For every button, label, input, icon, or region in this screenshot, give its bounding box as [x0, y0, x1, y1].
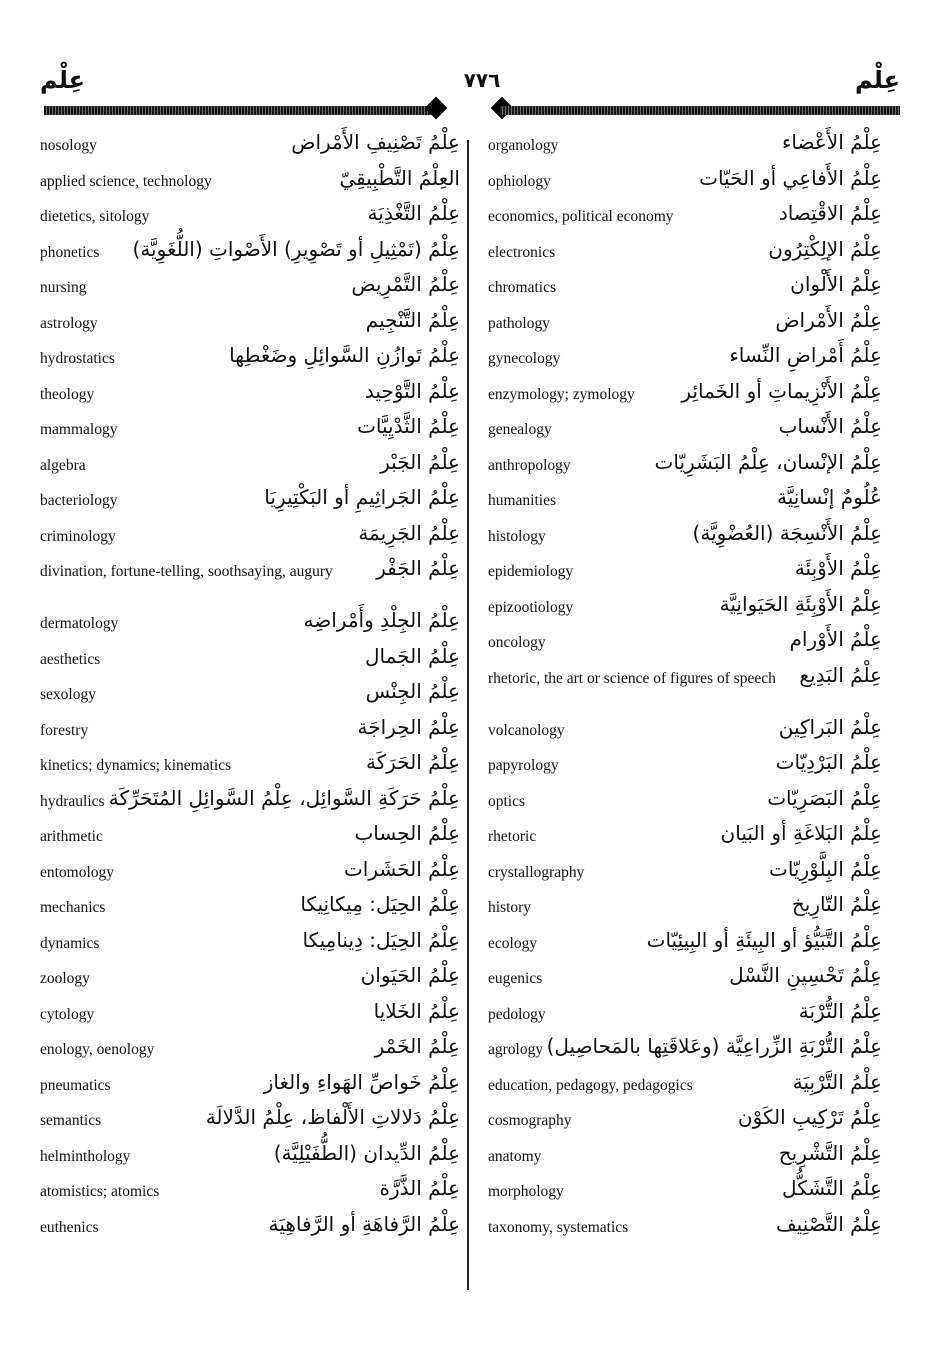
english-term: genealogy — [488, 421, 552, 438]
dictionary-entry — [488, 1032, 882, 1068]
dictionary-entry — [40, 819, 460, 855]
arabic-term: عِلْمُ البَلاغَةِ أو البَيان — [720, 821, 882, 845]
english-term: cosmography — [488, 1112, 572, 1129]
dictionary-entry — [488, 341, 882, 377]
english-term: astrology — [40, 314, 98, 332]
english-term: dietetics, sitology — [40, 208, 150, 225]
dictionary-entry — [40, 448, 460, 484]
arabic-term: عِلْمُ الحَيَوان — [360, 963, 460, 987]
arabic-term: عِلْمُ (تَمْثِيلِ أو تَصْوِيرِ) الأَصْواتِ (اللُّغَوِيَّة) — [132, 236, 460, 261]
header-left-word: عِلْم — [40, 66, 86, 94]
dictionary-entry — [488, 961, 882, 997]
dictionary-entry — [40, 1068, 460, 1104]
dictionary-entry — [488, 590, 882, 626]
arabic-term: عِلْمُ الأَنْساب — [778, 414, 882, 438]
arabic-term: عِلْمُ الدِّيدان (الطُّفَيْلِيَّة) — [273, 1140, 460, 1165]
english-term: nosology — [40, 137, 97, 154]
english-term: ecology — [488, 934, 538, 952]
arabic-term: عِلْمُ الحِيَل: دِينامِيكا — [302, 927, 460, 952]
dictionary-entry — [488, 926, 882, 962]
dictionary-entry — [488, 199, 882, 235]
dictionary-entry — [40, 1103, 460, 1139]
dictionary-entry — [40, 1174, 460, 1210]
dictionary-entry — [488, 519, 882, 555]
header-rule-right — [500, 106, 900, 115]
arabic-term: عِلْمُ الأَلْوان — [790, 272, 882, 296]
english-term: rhetoric, the art or science of figures of speech — [488, 669, 776, 687]
arabic-term: عِلْمُ التَّشْرِيح — [778, 1140, 882, 1165]
english-term: economics, political economy — [488, 208, 674, 225]
dictionary-entry — [488, 1174, 882, 1210]
arabic-term: عِلْمُ الجَرِيمَة — [358, 520, 460, 545]
dictionary-entry — [488, 1210, 882, 1246]
english-term: pathology — [488, 314, 550, 332]
dictionary-entry — [488, 412, 882, 448]
dictionary-entry — [488, 890, 882, 926]
english-term: morphology — [488, 1183, 564, 1200]
arabic-term: عِلْمُ أَمْراضِ النِّساء — [729, 343, 882, 367]
arabic-term: عِلْمُ التَّشَكُّل — [782, 1176, 882, 1200]
dictionary-entry — [488, 235, 882, 271]
arabic-term: عِلْمُ دَلالاتِ الأَلْفاظ، عِلْمُ الدَّلالَة — [205, 1105, 460, 1129]
arabic-term: عُلُومٌ إنْسانِيَّة — [776, 485, 882, 509]
english-term: gynecology — [488, 350, 561, 367]
arabic-term: عِلْمُ البَدِيع — [799, 662, 882, 687]
english-term: pneumatics — [40, 1076, 111, 1094]
english-term: optics — [488, 792, 526, 810]
dictionary-entry — [40, 128, 460, 164]
arabic-term: عِلْمُ التُّرْبَةِ الزِّراعِيَّة (وعَلاقَتِها بالمَحاصِيل) — [546, 1034, 882, 1058]
arabic-term: عِلْمُ الاقْتِصاد — [778, 201, 882, 225]
english-term: euthenics — [40, 1218, 99, 1236]
english-term: entomology — [40, 863, 115, 881]
arabic-term: عِلْمُ الحَشَرات — [343, 856, 460, 881]
dictionary-entry — [488, 128, 882, 164]
dictionary-entry — [40, 1210, 460, 1246]
english-term: cytology — [40, 1005, 95, 1023]
dictionary-entry — [40, 235, 460, 271]
dictionary-entry — [40, 483, 460, 519]
right-column — [488, 128, 882, 1245]
dictionary-entry — [40, 270, 460, 306]
arabic-term: عِلْمُ تَصْنِيفِ الأَمْراض — [291, 130, 460, 154]
english-term: phonetics — [40, 243, 100, 261]
english-term: sexology — [40, 686, 96, 703]
dictionary-entry — [488, 270, 882, 306]
dictionary-entry — [488, 554, 882, 590]
arabic-term: عِلْمُ خَواصِّ الهَواءِ والغاز — [263, 1069, 460, 1094]
arabic-term: عِلْمُ حَرَكَةِ السَّوائِل، عِلْمُ السَّوائِلِ المُتَحَرِّكَة — [108, 785, 460, 810]
dictionary-entry — [40, 412, 460, 448]
english-term: oncology — [488, 634, 546, 651]
english-term: mammalogy — [40, 421, 118, 438]
dictionary-entry — [488, 1103, 882, 1139]
english-term: electronics — [488, 243, 556, 261]
english-term: divination, fortune-telling, soothsaying, augury — [40, 563, 333, 580]
arabic-term: عِلْمُ الخَمْر — [374, 1034, 460, 1058]
dictionary-entry — [40, 554, 460, 606]
english-term: algebra — [40, 456, 86, 474]
dictionary-entry — [40, 199, 460, 235]
dictionary-entry — [488, 625, 882, 661]
english-term: dermatology — [40, 615, 119, 632]
english-term: crystallography — [488, 863, 585, 881]
page-number: ٧٧٦ — [463, 68, 501, 92]
dictionary-entry — [40, 1139, 460, 1175]
dictionary-entry — [40, 961, 460, 997]
arabic-term: عِلْمُ الجِلْدِ وأَمْراضِه — [303, 608, 460, 632]
arabic-term: عِلْمُ الجَبْر — [380, 449, 460, 474]
arabic-term: عِلْمُ التَّنْجِيم — [365, 307, 460, 332]
english-term: mechanics — [40, 899, 106, 916]
arabic-term: عِلْمُ التّارِيخ — [791, 892, 882, 916]
arabic-term: عِلْمُ الأَوْبِئَة — [794, 556, 882, 580]
dictionary-entry — [40, 377, 460, 413]
dictionary-entry — [40, 713, 460, 749]
english-term: history — [488, 899, 532, 916]
dictionary-entry — [40, 1032, 460, 1068]
english-term: criminology — [40, 527, 116, 545]
english-term: ophiology — [488, 172, 551, 190]
arabic-term: عِلْمُ تَوازُنِ السَّوائِلِ وضَغْطِها — [229, 343, 460, 367]
english-term: histology — [488, 527, 546, 545]
english-term: zoology — [40, 970, 90, 987]
english-term: taxonomy, systematics — [488, 1218, 629, 1236]
english-term: pedology — [488, 1005, 546, 1023]
arabic-term: عِلْمُ الأَعْضاء — [782, 130, 882, 154]
arabic-term: عِلْمُ البَراكِين — [778, 714, 882, 739]
arabic-term: عِلْمُ البَرْدِيّات — [775, 750, 882, 774]
dictionary-entry — [40, 855, 460, 891]
english-term: dynamics — [40, 934, 100, 952]
dictionary-entry — [40, 890, 460, 926]
english-term: papyrology — [488, 757, 559, 774]
arabic-term: عِلْمُ الرَّفاهَةِ أو الرَّفاهِيَة — [268, 1211, 460, 1236]
dictionary-entry — [488, 164, 882, 200]
arabic-term: عِلْمُ البَصَرِيّات — [767, 785, 882, 810]
english-term: aesthetics — [40, 650, 101, 668]
arabic-term: عِلْمُ الإنْسان، عِلْمُ البَشَرِيّات — [654, 449, 882, 474]
english-term: anthropology — [488, 456, 571, 474]
column-divider — [467, 140, 469, 1290]
arabic-term: عِلْمُ الأَنْسِجَة (العُضْوِيَّة) — [692, 520, 882, 545]
arabic-term: عِلْمُ الإلِكْتِرُون — [768, 236, 882, 261]
arabic-term: العِلْمُ التَّطْبِيقِيّ — [339, 165, 460, 190]
english-term: theology — [40, 385, 95, 403]
arabic-term: عِلْمُ الثَّدْيِيَّات — [357, 414, 460, 438]
english-term: hydrostatics — [40, 350, 115, 367]
dictionary-entry — [40, 784, 460, 820]
english-term: enzymology; zymology — [488, 385, 635, 403]
dictionary-entry — [488, 448, 882, 484]
dictionary-entry — [488, 855, 882, 891]
arabic-term: عِلْمُ التَّوْحِيد — [364, 378, 460, 403]
arabic-term: عِلْمُ تَحْسِينِ النَّسْل — [729, 963, 882, 987]
header-right-word: عِلْم — [854, 66, 900, 94]
arabic-term: عِلْمُ الأَفاعِي أو الحَيّات — [699, 165, 882, 190]
arabic-term: عِلْمُ الجَمال — [365, 643, 460, 668]
arabic-term: عِلْمُ الجَفْر — [376, 556, 460, 580]
dictionary-entry — [40, 926, 460, 962]
arabic-term: عِلْمُ الأَمْراض — [775, 307, 882, 332]
english-term: education, pedagogy, pedagogics — [488, 1076, 693, 1094]
arabic-term: عِلْمُ الحِراجَة — [357, 714, 460, 739]
english-term: rhetoric — [488, 828, 537, 845]
header-rule-left — [44, 106, 434, 115]
left-column — [40, 128, 460, 1245]
dictionary-entry — [488, 784, 882, 820]
arabic-term: عِلْمُ تَرْكِيبِ الكَوْن — [737, 1105, 882, 1129]
dictionary-entry — [488, 306, 882, 342]
dictionary-entry — [488, 819, 882, 855]
dictionary-entry — [488, 483, 882, 519]
arabic-term: عِلْمُ الخَلايا — [373, 998, 460, 1023]
arabic-term: عِلْمُ التَّبَيُّؤ أو البِيئَةِ أو البِيئِيّات — [646, 927, 882, 952]
english-term: agrology — [488, 1041, 544, 1058]
english-term: kinetics; dynamics; kinematics — [40, 757, 232, 774]
dictionary-entry — [488, 377, 882, 413]
arabic-term: عِلْمُ التَّرْبِيَة — [792, 1069, 882, 1094]
arabic-term: عِلْمُ الأَوْرام — [789, 627, 882, 651]
header-ornament-left — [425, 97, 448, 120]
arabic-term: عِلْمُ التُّرْبَة — [798, 998, 882, 1023]
english-term: semantics — [40, 1112, 102, 1129]
english-term: organology — [488, 137, 559, 154]
english-term: volcanology — [488, 721, 565, 739]
dictionary-entry — [40, 341, 460, 377]
dictionary-entry — [488, 997, 882, 1033]
dictionary-entry — [488, 748, 882, 784]
english-term: eugenics — [488, 970, 543, 987]
arabic-term: عِلْمُ الحِساب — [354, 821, 460, 845]
english-term: atomistics; atomics — [40, 1183, 160, 1200]
english-term: epidemiology — [488, 563, 574, 580]
dictionary-entry — [40, 164, 460, 200]
english-term: arithmetic — [40, 828, 103, 845]
dictionary-entry — [488, 1068, 882, 1104]
arabic-term: عِلْمُ التَّصْنِيف — [775, 1211, 882, 1236]
english-term: enology, oenology — [40, 1041, 155, 1058]
english-term: hydraulics — [40, 792, 105, 810]
english-term: forestry — [40, 721, 89, 739]
arabic-term: عِلْمُ الحَرَكَة — [365, 750, 460, 774]
dictionary-entry — [488, 661, 882, 713]
arabic-term: عِلْمُ البِلَّوْرِيّات — [768, 856, 882, 881]
english-term: chromatics — [488, 279, 557, 296]
arabic-term: عِلْمُ الأَوْبِئَةِ الحَيَوانِيَّة — [719, 591, 882, 616]
dictionary-entry — [40, 306, 460, 342]
dictionary-entry — [40, 642, 460, 678]
english-term: bacteriology — [40, 492, 118, 509]
dictionary-entry — [40, 748, 460, 784]
arabic-term: عِلْمُ الجِنْس — [365, 679, 460, 703]
english-term: applied science, technology — [40, 172, 212, 190]
arabic-term: عِلْمُ الذَّرَّة — [379, 1176, 460, 1200]
arabic-term: عِلْمُ الأَنْزِيماتِ أو الخَمائِر — [681, 378, 882, 403]
arabic-term: عِلْمُ التَّغْذِيَة — [367, 201, 460, 225]
arabic-term: عِلْمُ الجَراثِيمِ أو البَكْتِيرِيَا — [264, 485, 460, 509]
english-term: epizootiology — [488, 598, 574, 616]
english-term: nursing — [40, 279, 87, 296]
dictionary-entry — [40, 997, 460, 1033]
dictionary-entry — [40, 606, 460, 642]
dictionary-entry — [40, 677, 460, 713]
arabic-term: عِلْمُ التَّمْرِيض — [351, 272, 460, 296]
arabic-term: عِلْمُ الحِيَل: مِيكانِيكا — [300, 892, 460, 916]
english-term: helminthology — [40, 1147, 131, 1165]
dictionary-entry — [488, 713, 882, 749]
dictionary-entry — [488, 1139, 882, 1175]
english-term: humanities — [488, 492, 557, 509]
english-term: anatomy — [488, 1147, 542, 1165]
dictionary-entry — [40, 519, 460, 555]
